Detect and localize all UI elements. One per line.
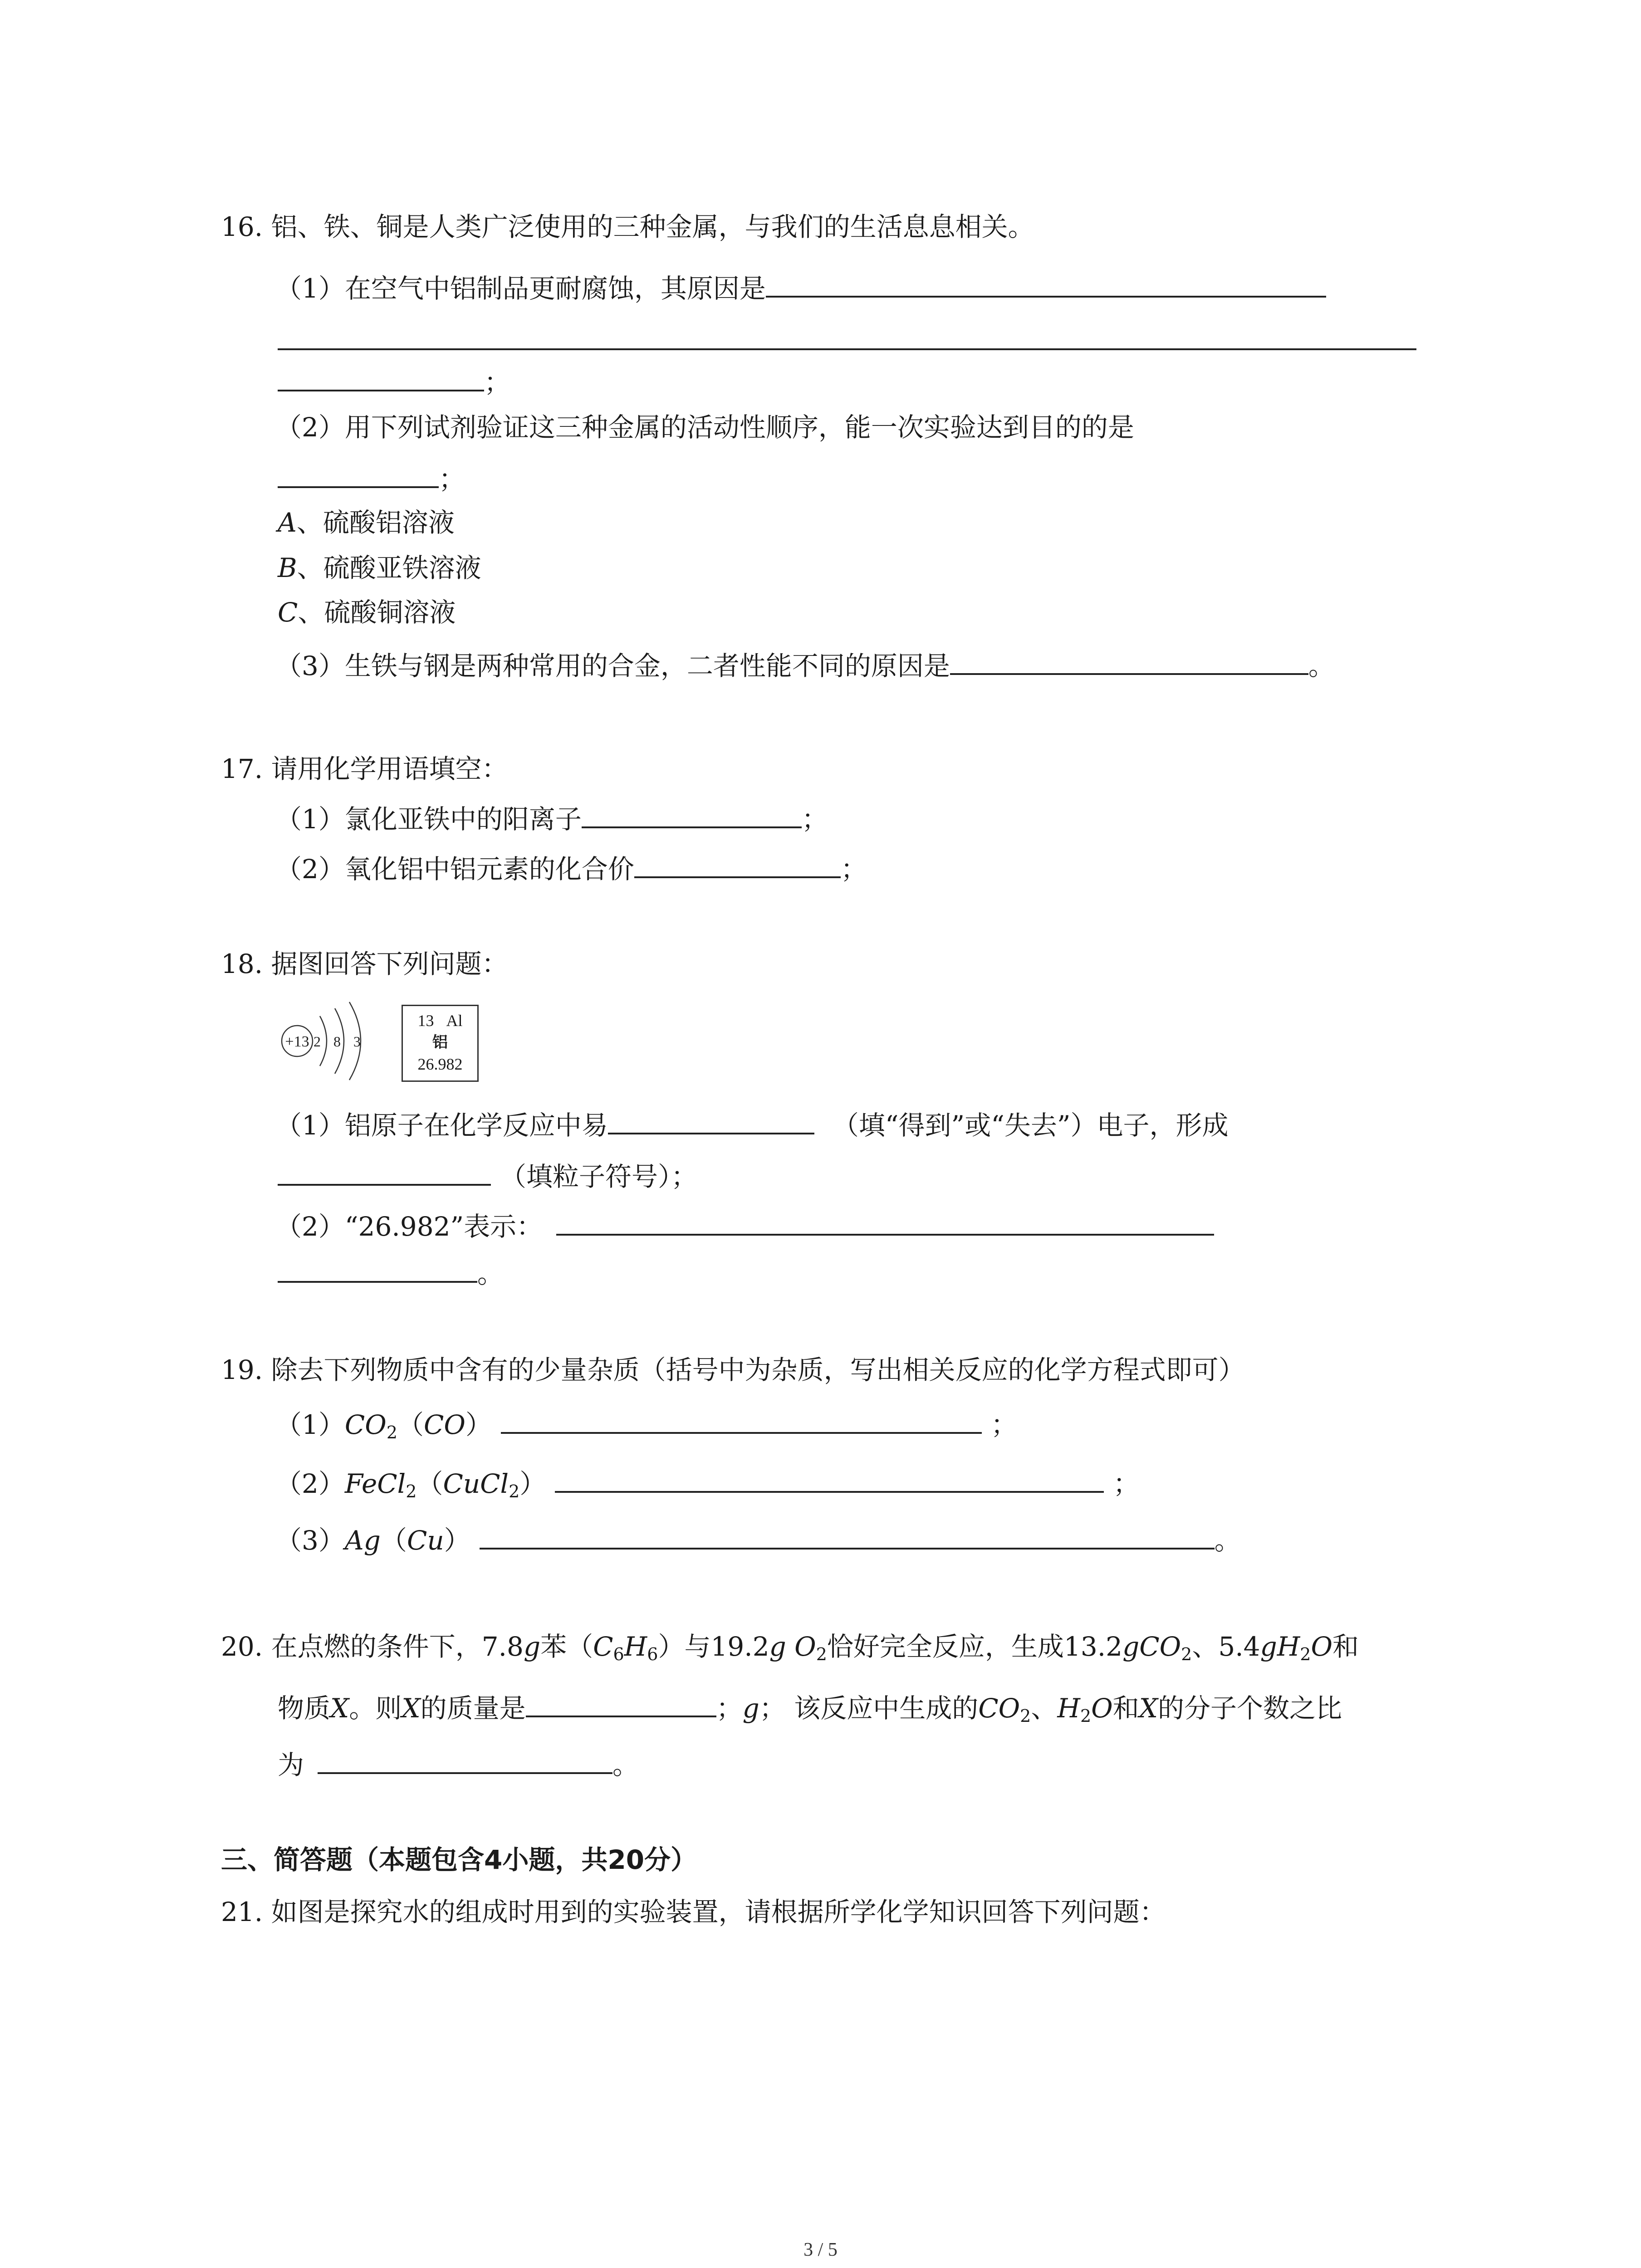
q19-part1: $(1)CO_2(CO)$ ； — [275, 1404, 1017, 1440]
q16-part3-blank[interactable] — [950, 645, 1308, 675]
q18-part2-end — [278, 1253, 504, 1289]
element-atomic-mass: 26.982 — [417, 1055, 463, 1073]
q20-text-16: 。 — [612, 1750, 639, 1780]
element-name: 铝 — [432, 1033, 448, 1051]
q19-part1-blank[interactable] — [501, 1404, 982, 1434]
q16-option-a-letter: A — [278, 507, 297, 538]
q18-part1-mid: （填“得到”或“失去”）电子，形成 — [832, 1110, 1229, 1141]
q16-part2: （2）用下列试剂验证这三种金属的活动性顺序，能一次实验达到目的的是 — [275, 412, 1134, 443]
q18-part1-end — [278, 1156, 697, 1192]
q18-part1-text: （1）铝原子在化学反应中易 — [275, 1110, 608, 1141]
q16-part1-end — [278, 362, 510, 398]
aluminum-atom-structure-diagram — [277, 996, 367, 1086]
q16-part3-period: 。 — [1308, 650, 1335, 681]
q16-part1-text: （1）在空气中铝制品更耐腐蚀，其原因是 — [275, 273, 766, 304]
q16-option-c — [278, 594, 456, 631]
q20-text-8: 。则 — [349, 1693, 402, 1724]
q19-part1-semicolon: ； — [991, 1409, 1018, 1440]
q20-text-14: 的分子个数之比 — [1158, 1693, 1342, 1724]
element-number-symbol — [403, 1010, 477, 1031]
q16-part2-blank[interactable] — [278, 458, 439, 488]
q20-x-3: X — [1139, 1693, 1158, 1724]
q19-part2-blank[interactable] — [555, 1463, 1104, 1493]
q18-part1-blank-1[interactable] — [608, 1105, 814, 1134]
q18-part2-text: （2）“26.982”表示： — [275, 1211, 543, 1242]
q16-answer-blank-3[interactable] — [278, 362, 484, 391]
q17-part1 — [275, 798, 828, 835]
element-atomic-number: 13 — [417, 1012, 434, 1030]
q16-option-c-text: 、硫酸铜溶液 — [298, 597, 456, 628]
q20-text-5: 、5.4 — [1192, 1631, 1260, 1662]
q20-text-2: 苯（ — [540, 1631, 593, 1662]
q20-line-2: 物质X。则X的质量是 ；g； 该反应中生成的$CO_2$、$H_2O$和X的分子个数之比 — [278, 1687, 1342, 1724]
q19-part3: （3）Ag（Cu） 。 — [275, 1520, 1241, 1556]
q17-part1-text: （1）氯化亚铁中的阳离子 — [275, 804, 582, 835]
q20-text-13: 和 — [1112, 1693, 1139, 1724]
q20-number: 20. — [221, 1631, 263, 1662]
q16-option-b-text: 、硫酸亚铁溶液 — [297, 552, 481, 583]
q20-text-9: 的质量是 — [420, 1693, 526, 1724]
electron-shell-counts: 2 8 3 — [314, 1033, 365, 1050]
q18-part2 — [275, 1206, 1214, 1242]
q20-x-2: X — [402, 1693, 421, 1724]
q18-part1-blank-2[interactable] — [278, 1156, 491, 1186]
q17-part1-blank[interactable] — [582, 798, 802, 828]
q17-part2-semicolon: ； — [840, 854, 867, 885]
q16-option-c-letter: C — [278, 597, 298, 628]
q16-part1-semicolon: ； — [484, 367, 511, 398]
atom-nucleus-charge: +13 — [285, 1033, 309, 1050]
q18-part2-blank-1[interactable] — [556, 1206, 1214, 1236]
q16-part3-text: （3）生铁与钢是两种常用的合金，二者性能不同的原因是 — [275, 650, 950, 681]
q16-option-b — [278, 550, 481, 586]
aluminum-element-card — [402, 1005, 479, 1082]
q17-part1-semicolon: ； — [801, 804, 828, 835]
q17-part2 — [275, 848, 867, 885]
q19-stem: 19. 除去下列物质中含有的少量杂质（括号中为杂质，写出相关反应的化学方程式即可） — [221, 1354, 1245, 1385]
q16-part2-end — [278, 458, 465, 494]
q20-text-10: ； — [716, 1693, 743, 1724]
q20-ratio-blank[interactable] — [318, 1744, 612, 1774]
q20-line-3 — [278, 1744, 639, 1780]
q18-part2-blank-2[interactable] — [278, 1253, 477, 1283]
q18-part2-period: 。 — [477, 1258, 504, 1289]
q20-text-1: 在点燃的条件下，7.8 — [271, 1631, 524, 1662]
q20-text-6: 和 — [1332, 1631, 1359, 1662]
q20-text-3: ）与19.2 — [658, 1631, 769, 1662]
q20-text-4: 恰好完全反应，生成13.2 — [827, 1631, 1123, 1662]
q20-line-1: 20. 在点燃的条件下，7.8g苯$(C_6H_6)$与19.2g $O_2$恰好完全反应，生成13.2gCO$_2$、$5.4gH_2O$和 — [221, 1631, 1359, 1664]
q19-part2-semicolon: ； — [1113, 1468, 1140, 1499]
q19-part3-blank[interactable] — [480, 1520, 1215, 1549]
section-3-title: 三、简答题（本题包含4小题，共20分） — [221, 1844, 697, 1875]
q16-part3 — [275, 645, 1335, 681]
q18-stem: 18. 据图回答下列问题： — [221, 948, 508, 979]
q19-part3-period: 。 — [1214, 1525, 1241, 1556]
q19-part3-num: （3） — [275, 1525, 345, 1556]
q20-unit-g: g — [523, 1631, 541, 1662]
q16-option-a — [278, 504, 455, 541]
q20-text-11: ； 该反应中生成的 — [759, 1693, 979, 1724]
q20-text-12: 、 — [1031, 1693, 1058, 1724]
q20-text-7: 物质 — [278, 1693, 331, 1724]
q19-part1-num: （1） — [275, 1409, 345, 1440]
q18-part1-end-text: （填粒子符号）； — [500, 1161, 698, 1192]
q19-part2-num: （2） — [275, 1468, 345, 1499]
q20-mass-blank[interactable] — [526, 1687, 716, 1717]
element-symbol: Al — [446, 1012, 463, 1030]
page-number: 3 / 5 — [803, 2239, 838, 2260]
q16-answer-line-2[interactable] — [278, 348, 1416, 350]
q18-part1 — [275, 1105, 1229, 1141]
q16-option-b-letter: B — [278, 552, 297, 583]
q16-option-a-text: 、硫酸铝溶液 — [296, 507, 455, 538]
q19-part2: （2）FeCl$_2$（CuCl$_2$） ； — [275, 1463, 1139, 1499]
q16-part2-semicolon: ； — [439, 464, 465, 494]
q17-stem: 17. 请用化学用语填空： — [221, 753, 508, 784]
q16-answer-blank-1[interactable] — [766, 268, 1326, 298]
q16-part1 — [275, 268, 1326, 304]
q17-part2-blank[interactable] — [634, 848, 841, 878]
q20-x-1: X — [330, 1693, 349, 1724]
q20-text-15: 为 — [278, 1750, 304, 1780]
q21-stem: 21. 如图是探究水的组成时用到的实验装置，请根据所学化学知识回答下列问题： — [221, 1897, 1166, 1927]
q20-unit-g-2: g — [742, 1693, 759, 1724]
q16-stem: 16. 铝、铁、铜是人类广泛使用的三种金属，与我们的生活息息相关。 — [221, 211, 1034, 242]
q17-part2-text: （2）氧化铝中铝元素的化合价 — [275, 854, 634, 885]
